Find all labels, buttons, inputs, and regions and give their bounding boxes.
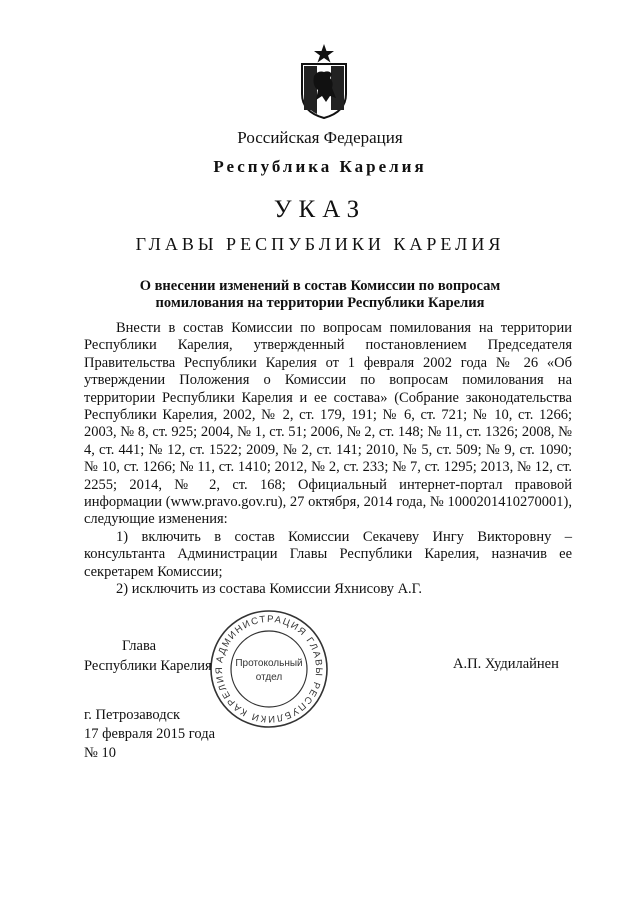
stamp-center-line-1: Протокольный — [235, 658, 303, 669]
official-stamp — [208, 608, 330, 730]
document-type: УКАЗ — [273, 196, 367, 223]
body-item-1: 1) включить в состав Комиссии Секачеву Ингу Викторовну – консультанта Администрации Главы Республики Карелия, назначив ее секретарем Комиссии; — [84, 528, 572, 580]
signatory-position-line-1: Глава — [122, 638, 157, 654]
body-intro: Внести в состав Комиссии по вопросам помилования на территории Республики Карелия, утвержденный постановлением Председателя Правительства Республики Карелия от 1 февраля 2002 года № 26 «Об утверждении Положения о Комиссии по вопросам помилования на территории Республики Карелия и ее состава» (Собрание законодательства Республики Карелия, 2002, № 2, ст. 179, 191; № 6, ст. 721; № 10, ст. 1266; 2003, № 8, ст. 925; 2004, № 1, ст. 51; 2006, № 2, ст. 148; № 11, ст. 1326; 2008, № 4, ст. 441; № 12, ст. 1522; 2009, № 2, ст. 141; 2010, № 5, ст. 509; № 9, ст. 1090; № 10, ст. 1266; № 11, ст. 1410; 2012, № 2, ст. 233; № 7, ст. 1295; 2013, № 12, ст. 2255; 2014, № 2, ст. 168; Официальный интернет-портал правовой информации (www.pravo.gov.ru), 27 октября, 2014 года, № 1000201410270001), следующие изменения: — [84, 320, 572, 528]
title-line-1: О внесении изменений в состав Комиссии по вопросам — [139, 278, 501, 294]
issue-date: 17 февраля 2015 года — [84, 726, 216, 742]
signatory-name: А.П. Худилайнен — [453, 656, 559, 672]
title-line-2: помилования на территории Республики Карелия — [155, 295, 485, 311]
republic-name: Республика Карелия — [213, 157, 427, 176]
signatory-position — [84, 636, 212, 676]
body-item-2: 2) исключить из состава Комиссии Яхнисову А.Г. — [116, 581, 423, 598]
document-number: № 10 — [84, 745, 116, 761]
issue-place: г. Петрозаводск — [84, 707, 181, 723]
karelia-coat-of-arms-icon — [296, 42, 352, 120]
stamp-ring-text: АДМИНИСТРАЦИЯ ГЛАВЫ РЕСПУБЛИКИ КАРЕЛИЯ — [213, 613, 325, 725]
issuer-title: ГЛАВЫ РЕСПУБЛИКИ КАРЕЛИЯ — [135, 234, 505, 254]
country-name: Российская Федерация — [237, 128, 403, 147]
document-body — [84, 320, 572, 599]
emblem-star — [314, 44, 334, 63]
stamp-center-line-2: отдел — [255, 672, 283, 683]
signatory-position-line-2: Республики Карелия — [84, 658, 212, 674]
document-footer — [84, 706, 215, 763]
document-title — [0, 278, 640, 312]
